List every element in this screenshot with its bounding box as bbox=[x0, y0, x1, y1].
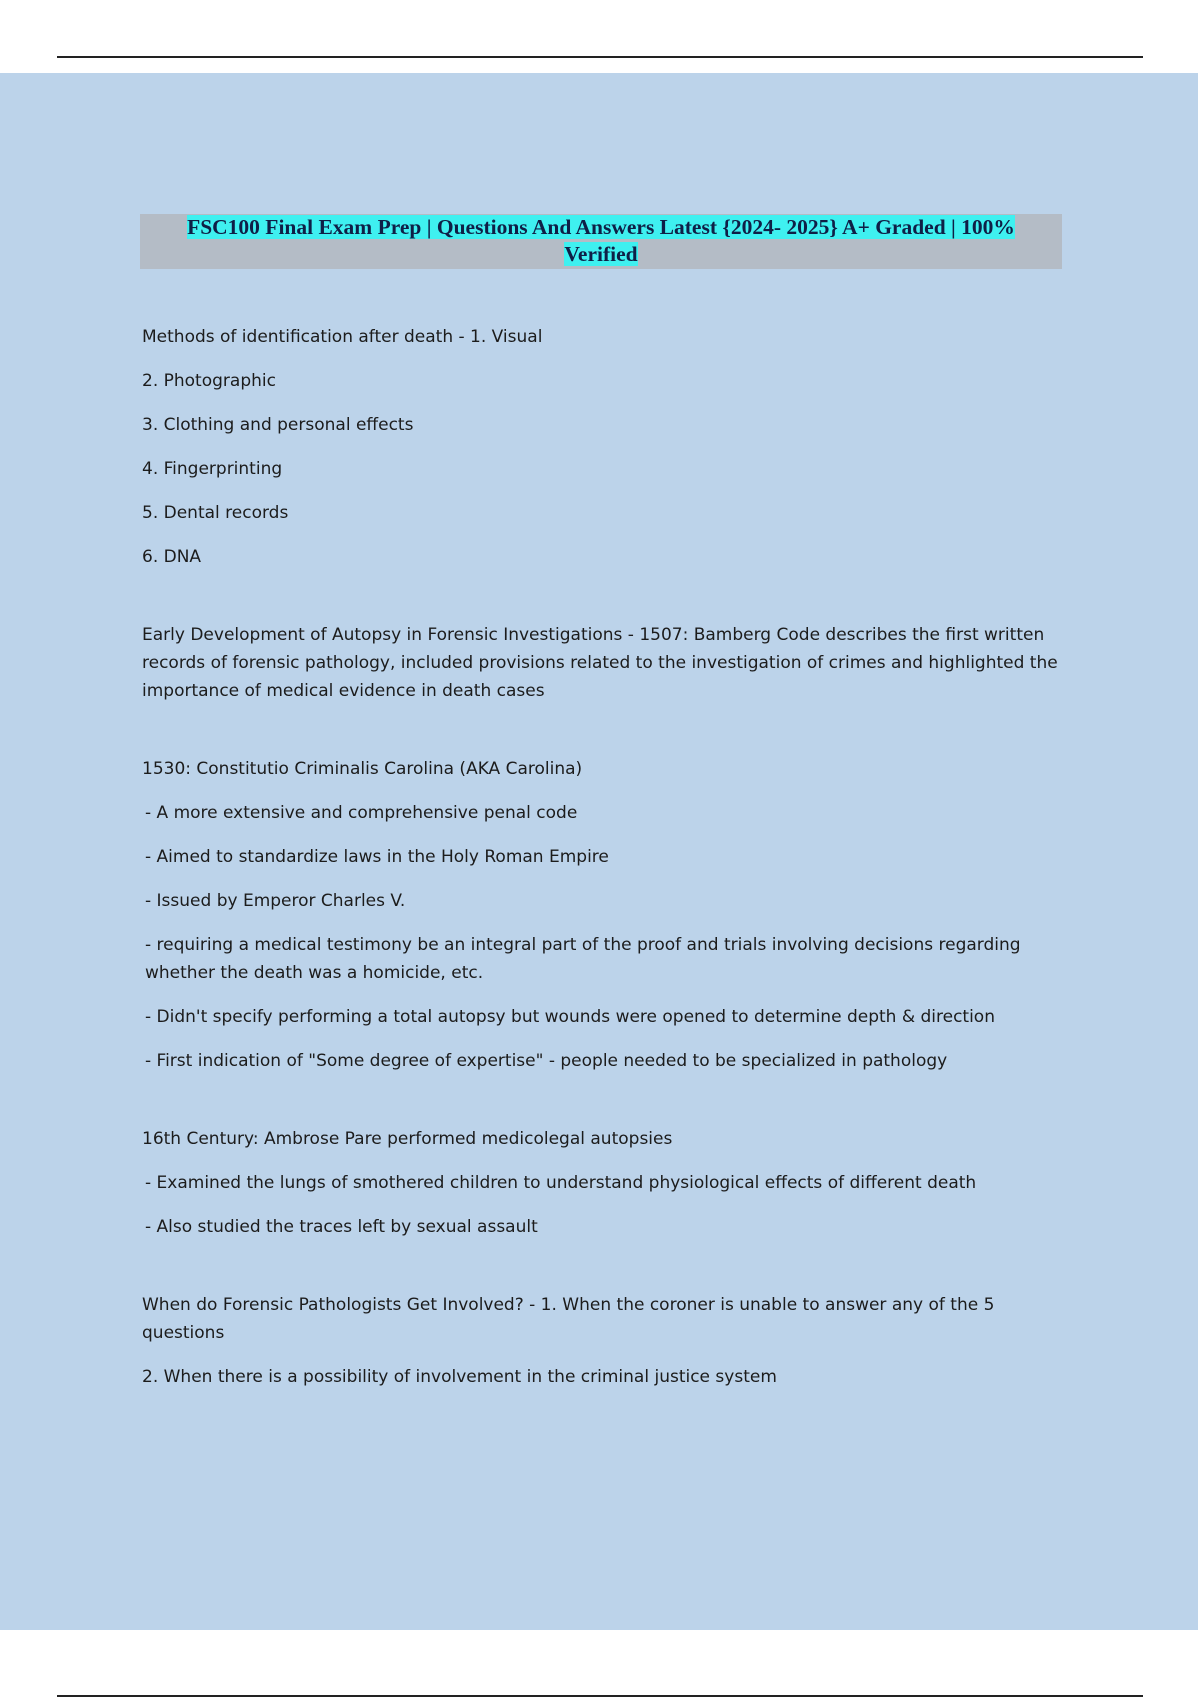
paragraph: 2. Photographic bbox=[142, 371, 276, 391]
top-rule bbox=[57, 56, 1143, 58]
paragraph: 6. DNA bbox=[142, 547, 202, 567]
section-early-development bbox=[142, 621, 1062, 705]
document-title bbox=[140, 214, 1062, 269]
bullet-item: - Examined the lungs of smothered children to understand physiological effects of different death bbox=[145, 1173, 977, 1193]
bottom-rule bbox=[57, 1695, 1143, 1697]
section-pathologists-involvement bbox=[142, 1291, 1062, 1391]
title-line-1: FSC100 Final Exam Prep | Questions And Answers Latest {2024- 2025} A+ Graded | 100% bbox=[187, 215, 1015, 239]
paragraph: When do Forensic Pathologists Get Involved? - 1. When the coroner is unable to answer any of the 5 questions bbox=[142, 1295, 995, 1343]
paragraph: 3. Clothing and personal effects bbox=[142, 415, 414, 435]
paragraph: 2. When there is a possibility of involvement in the criminal justice system bbox=[142, 1367, 777, 1387]
paragraph: Early Development of Autopsy in Forensic Investigations - 1507: Bamberg Code describes the first written records of forensic pathology, included provisions related to the investigation of crimes and highlighted the importance of medical evidence in death cases bbox=[142, 625, 1058, 701]
bullet-item: - Didn't specify performing a total autopsy but wounds were opened to determine depth & direction bbox=[145, 1007, 995, 1027]
section-carolina bbox=[142, 755, 1062, 1075]
title-line-2: Verified bbox=[564, 242, 638, 266]
document-body bbox=[142, 323, 1062, 1407]
bullet-item: - Aimed to standardize laws in the Holy Roman Empire bbox=[145, 847, 609, 867]
bullet-item: - First indication of "Some degree of expertise" - people needed to be specialized in pathology bbox=[145, 1051, 948, 1071]
section-identification-methods bbox=[142, 323, 1062, 571]
paragraph: 4. Fingerprinting bbox=[142, 459, 283, 479]
paragraph: 16th Century: Ambrose Pare performed medicolegal autopsies bbox=[142, 1129, 673, 1149]
paragraph: 5. Dental records bbox=[142, 503, 289, 523]
bullet-item: - requiring a medical testimony be an integral part of the proof and trials involving decisions regarding whether the death was a homicide, etc. bbox=[145, 935, 1021, 983]
bullet-item: - Issued by Emperor Charles V. bbox=[145, 891, 406, 911]
section-ambrose-pare bbox=[142, 1125, 1062, 1241]
paragraph: Methods of identification after death - 1. Visual bbox=[142, 327, 543, 347]
paragraph: 1530: Constitutio Criminalis Carolina (AKA Carolina) bbox=[142, 759, 583, 779]
bullet-item: - Also studied the traces left by sexual assault bbox=[145, 1217, 538, 1237]
document-page bbox=[0, 73, 1198, 1630]
bullet-item: - A more extensive and comprehensive penal code bbox=[145, 803, 578, 823]
